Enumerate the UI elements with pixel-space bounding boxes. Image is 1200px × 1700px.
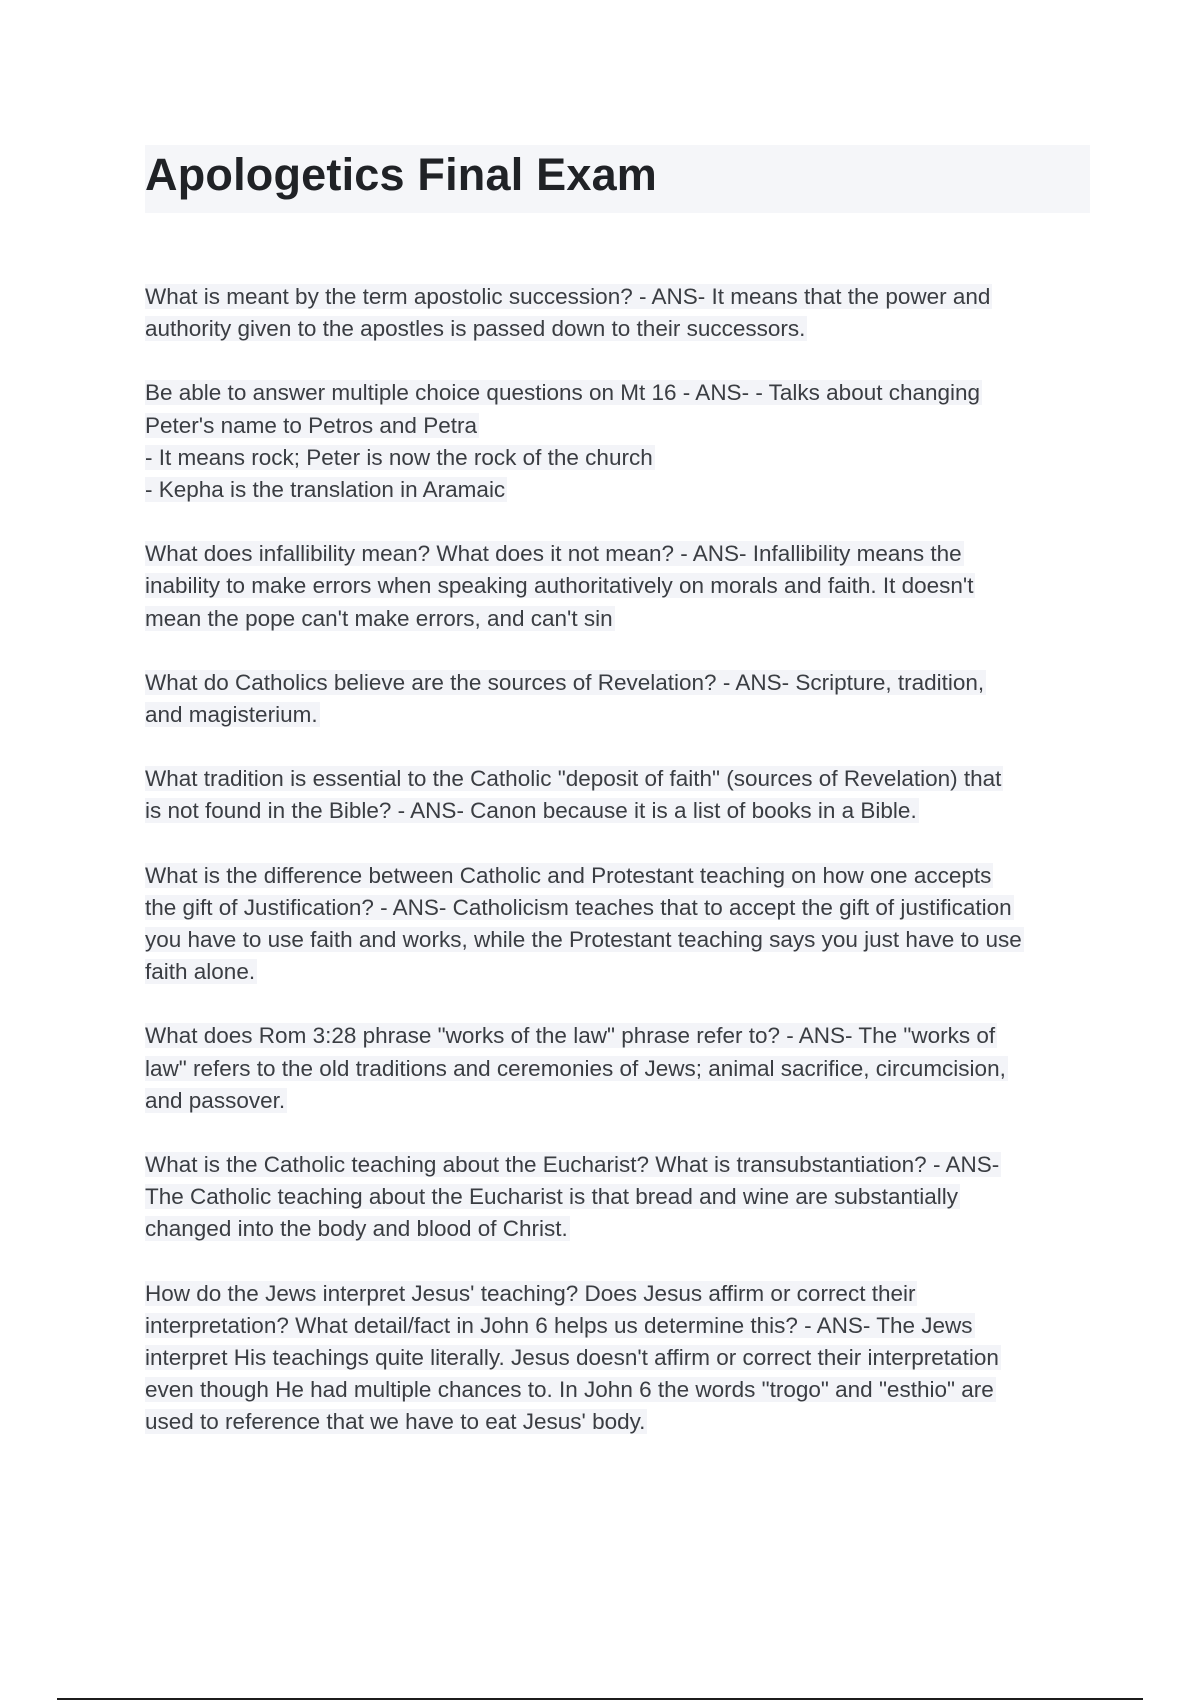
qa-line (145, 313, 1090, 345)
qa-line (145, 667, 1090, 699)
qa-line-text: What does Rom 3:28 phrase "works of the law" phrase refer to? - ANS- The "works of (145, 1023, 996, 1049)
qa-item (145, 377, 1090, 506)
qa-line (145, 1020, 1090, 1052)
qa-line-text: changed into the body and blood of Christ. (145, 1216, 568, 1242)
qa-line (145, 281, 1090, 313)
qa-line (145, 956, 1090, 988)
qa-item (145, 763, 1090, 827)
page-title: Apologetics Final Exam (145, 149, 658, 200)
qa-line-text: authority given to the apostles is passed down to their successors. (145, 316, 806, 342)
qa-line-text: interpretation? What detail/fact in John 6 helps us determine this? - ANS- The Jews (145, 1312, 973, 1338)
qa-line-text: and magisterium. (145, 702, 318, 728)
qa-line-text: Be able to answer multiple choice questions on Mt 16 - ANS- - Talks about changing (145, 380, 981, 406)
qa-item (145, 860, 1090, 989)
qa-item (145, 281, 1090, 345)
qa-item (145, 1278, 1090, 1439)
qa-line (145, 795, 1090, 827)
qa-line (145, 603, 1090, 635)
qa-line-text: faith alone. (145, 959, 256, 985)
qa-line (145, 1181, 1090, 1213)
qa-line (145, 1085, 1090, 1117)
qa-line (145, 1053, 1090, 1085)
qa-line (145, 1278, 1090, 1310)
qa-line-text: is not found in the Bible? - ANS- Canon because it is a list of books in a Bible. (145, 798, 917, 824)
qa-item (145, 1020, 1090, 1117)
qa-item (145, 538, 1090, 635)
qa-line (145, 763, 1090, 795)
qa-line (145, 892, 1090, 924)
qa-line-text: What is the Catholic teaching about the Eucharist? What is transubstantiation? - ANS- (145, 1152, 1000, 1178)
qa-line-text: you have to use faith and works, while the Protestant teaching says you just have to use (145, 927, 1022, 953)
qa-line (145, 474, 1090, 506)
qa-line (145, 538, 1090, 570)
qa-line-text: the gift of Justification? - ANS- Catholicism teaches that to accept the gift of justification (145, 894, 1012, 920)
title-banner (145, 145, 1090, 213)
qa-line-text: inability to make errors when speaking authoritatively on morals and faith. It doesn't (145, 573, 974, 599)
qa-list (145, 281, 1090, 1439)
qa-item (145, 1149, 1090, 1246)
qa-line (145, 1374, 1090, 1406)
qa-line (145, 377, 1090, 409)
qa-line (145, 1310, 1090, 1342)
qa-line-text: What do Catholics believe are the sources of Revelation? - ANS- Scripture, tradition, (145, 669, 985, 695)
qa-line-text: interpret His teachings quite literally. Jesus doesn't affirm or correct their interpretation (145, 1345, 999, 1371)
qa-line-text: What does infallibility mean? What does it not mean? - ANS- Infallibility means the (145, 541, 962, 567)
qa-line-text: used to reference that we have to eat Jesus' body. (145, 1409, 646, 1435)
qa-line-text: mean the pope can't make errors, and can't sin (145, 605, 613, 631)
qa-line-text: What is the difference between Catholic and Protestant teaching on how one accepts (145, 862, 992, 888)
qa-line-text: Peter's name to Petros and Petra (145, 412, 477, 438)
qa-line-text: What is meant by the term apostolic succession? - ANS- It means that the power and (145, 284, 991, 309)
qa-line (145, 1342, 1090, 1374)
qa-line-text: law" refers to the old traditions and ceremonies of Jews; animal sacrifice, circumcision, (145, 1055, 1006, 1081)
qa-line-text: even though He had multiple chances to. In John 6 the words "trogo" and "esthio" are (145, 1377, 994, 1403)
qa-line (145, 570, 1090, 602)
qa-line (145, 860, 1090, 892)
qa-line-text: The Catholic teaching about the Eucharist is that bread and wine are substantially (145, 1184, 958, 1210)
qa-line-text: - Kepha is the translation in Aramaic (145, 477, 506, 503)
qa-line (145, 1213, 1090, 1245)
qa-line (145, 699, 1090, 731)
document-page (145, 145, 1090, 1471)
qa-line-text: - It means rock; Peter is now the rock of the church (145, 444, 653, 470)
qa-line (145, 924, 1090, 956)
qa-line (145, 442, 1090, 474)
qa-line-text: What tradition is essential to the Catholic "deposit of faith" (sources of Revelation) that (145, 766, 1002, 792)
qa-line-text: and passover. (145, 1087, 286, 1113)
qa-item (145, 667, 1090, 731)
qa-line-text: How do the Jews interpret Jesus' teaching? Does Jesus affirm or correct their (145, 1280, 916, 1306)
qa-line (145, 1149, 1090, 1181)
qa-line (145, 410, 1090, 442)
qa-line (145, 1406, 1090, 1438)
